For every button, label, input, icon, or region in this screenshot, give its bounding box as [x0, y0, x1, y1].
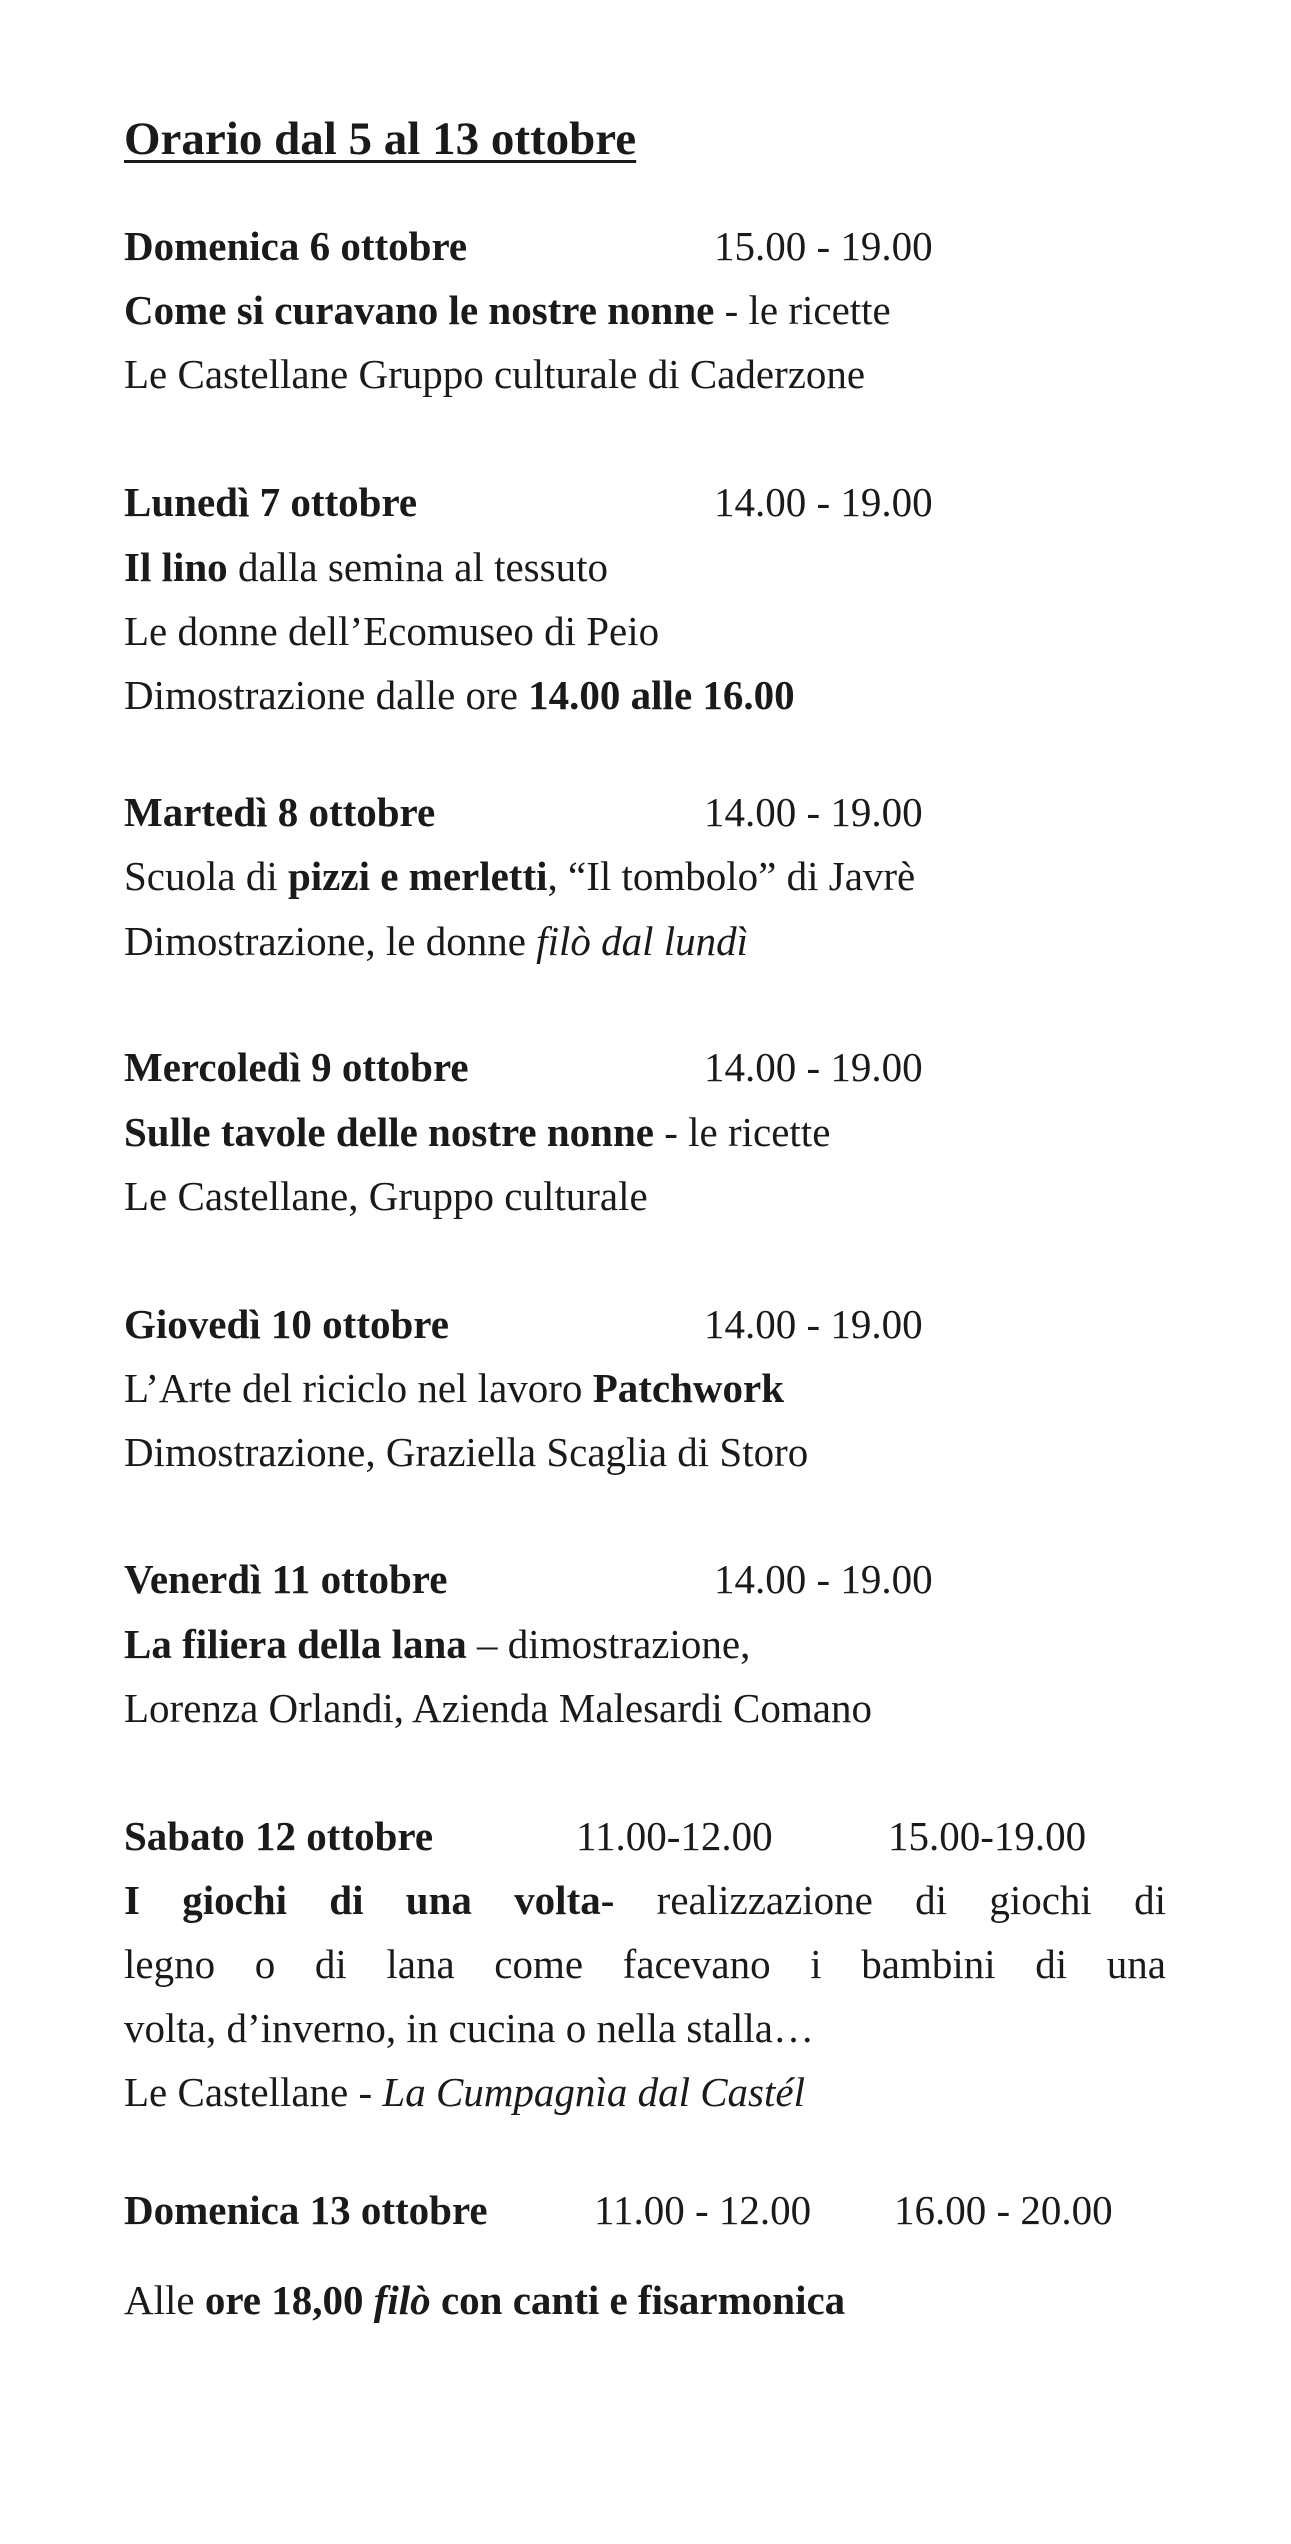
- event-day-label: Giovedì 10 ottobre: [124, 1301, 449, 1347]
- event-note-2: [124, 671, 795, 719]
- event-day-6: [124, 1555, 933, 1603]
- finale-hour: ore 18,00: [204, 2277, 364, 2323]
- event-desc-1: [124, 286, 891, 334]
- event-organizer-6: Lorenza Orlandi, Azienda Malesardi Comano: [124, 1685, 872, 1731]
- event-organizer-2: Le donne dell’Ecomuseo di Peio: [124, 608, 660, 654]
- event-subtitle: - le ricette: [653, 1109, 831, 1155]
- event-day-label: Mercoledì 9 ottobre: [124, 1044, 469, 1090]
- event-subtitle: dalla semina al tessuto: [227, 544, 608, 590]
- event-day-4: [124, 1043, 923, 1091]
- event-note-text: Dimostrazione dalle ore: [124, 672, 529, 718]
- event-time: 14.00 - 19.00: [714, 1556, 933, 1602]
- event-day-1: [124, 222, 933, 270]
- event-title: La filiera della lana: [124, 1621, 467, 1667]
- event-title: Sulle tavole delle nostre nonne: [124, 1109, 654, 1155]
- event-day-7: [124, 1812, 1087, 1860]
- event-time-afternoon: 15.00-19.00: [888, 1813, 1087, 1859]
- event-day-label: Lunedì 7 ottobre: [124, 479, 418, 525]
- finale-line: [124, 2276, 845, 2324]
- event-organizer-5: Dimostrazione, Graziella Scaglia di Storo: [124, 1429, 809, 1475]
- event-day-label: Domenica 13 ottobre: [124, 2187, 488, 2233]
- event-title: Come si curavano le nostre nonne: [124, 287, 715, 333]
- event-time-afternoon: 16.00 - 20.00: [894, 2187, 1113, 2233]
- event-subtitle: – dimostrazione,: [466, 1621, 751, 1667]
- event-day-label: Sabato 12 ottobre: [124, 1813, 434, 1859]
- event-title: Patchwork: [592, 1365, 784, 1411]
- event-time: 14.00 - 19.00: [704, 1301, 923, 1347]
- page-title: Orario dal 5 al 13 ottobre: [124, 113, 637, 165]
- event-desc-2: [124, 543, 608, 591]
- event-time: 14.00 - 19.00: [704, 789, 923, 835]
- event-desc-prefix: Scuola di: [124, 853, 288, 899]
- event-day-5: [124, 1300, 923, 1348]
- event-day-3: [124, 788, 923, 836]
- event-day-8: [124, 2186, 1113, 2234]
- event-organizer-prefix: Le Castellane -: [124, 2069, 383, 2115]
- event-desc-4: [124, 1108, 830, 1156]
- event-day-2: [124, 478, 933, 526]
- finale-prefix: Alle: [124, 2277, 205, 2323]
- event-desc-prefix: L’Arte del riciclo nel lavoro: [124, 1365, 593, 1411]
- event-note-hours: 14.00 alle 16.00: [528, 672, 795, 718]
- event-title: pizzi e merletti: [287, 853, 548, 899]
- event-desc-7-cont: legno o di lana come facevano i bambini di una: [124, 1941, 1166, 1987]
- event-desc-3: [124, 852, 915, 900]
- event-organizer-1: Le Castellane Gruppo culturale di Caderzone: [124, 351, 866, 397]
- event-time: 14.00 - 19.00: [714, 479, 933, 525]
- event-organizer-group: La Cumpagnìa dal Castél: [382, 2069, 805, 2115]
- event-time-morning: 11.00-12.00: [576, 1813, 773, 1859]
- event-day-label: Venerdì 11 ottobre: [124, 1556, 448, 1602]
- event-title: I giochi di una volta-: [124, 1877, 615, 1923]
- event-time: 14.00 - 19.00: [704, 1044, 923, 1090]
- event-time-morning: 11.00 - 12.00: [594, 2187, 812, 2233]
- finale-filo: filò: [373, 2277, 431, 2323]
- event-desc-6: [124, 1620, 750, 1668]
- event-desc-7: [124, 1876, 1166, 1924]
- finale-desc: con canti e fisarmonica: [430, 2277, 846, 2323]
- event-organizer-4: Le Castellane, Gruppo culturale: [124, 1173, 648, 1219]
- event-subtitle: - le ricette: [714, 287, 891, 333]
- event-time: 15.00 - 19.00: [714, 223, 933, 269]
- event-organizer-7: [124, 2068, 805, 2116]
- event-subtitle: , “Il tombolo” di Javrè: [547, 853, 916, 899]
- event-day-label: Domenica 6 ottobre: [124, 223, 468, 269]
- event-organizer-prefix: Dimostrazione, le donne: [124, 918, 537, 964]
- event-subtitle: realizzazione di giochi di: [614, 1877, 1166, 1923]
- event-organizer-group: filò dal lundì: [536, 918, 749, 964]
- event-day-label: Martedì 8 ottobre: [124, 789, 436, 835]
- event-title: Il lino: [124, 544, 228, 590]
- event-organizer-3: [124, 917, 748, 965]
- event-desc-7-end: volta, d’inverno, in cucina o nella stalla…: [124, 2005, 814, 2051]
- event-desc-5: [124, 1364, 784, 1412]
